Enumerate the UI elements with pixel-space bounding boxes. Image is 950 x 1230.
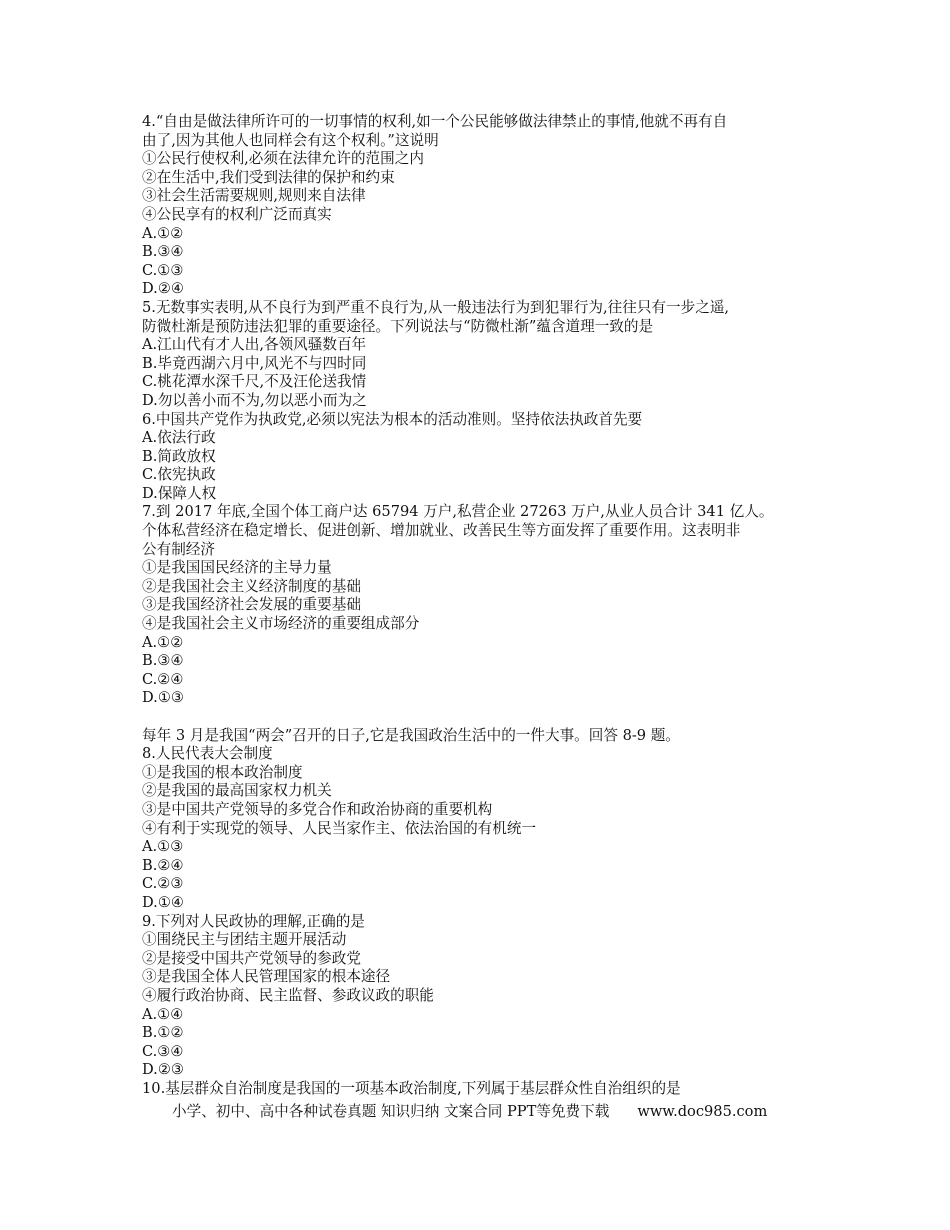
answer-option: A.江山代有才人出,各领风骚数百年	[142, 336, 367, 354]
statement-item: ①公民行使权利,必须在法律允许的范围之内	[142, 150, 424, 168]
answer-option: C.②③	[142, 875, 184, 893]
answer-option: B.简政放权	[142, 447, 216, 465]
answer-option: B.③④	[142, 652, 184, 670]
question-10	[142, 1080, 822, 1099]
answer-option: C.①③	[142, 261, 184, 279]
question-6	[142, 411, 822, 504]
question-stem: 8.人民代表大会制度	[142, 745, 273, 763]
question-stem: 6.中国共产党作为执政党,必须以宪法为根本的活动准则。坚持依法执政首先要	[142, 410, 643, 428]
answer-option: C.依宪执政	[142, 466, 216, 484]
footer-website-link[interactable]: www.doc985.com	[637, 1103, 768, 1120]
blank-line	[142, 708, 822, 727]
section-intro: 每年 3 月是我国“两会”召开的日子,它是我国政治生活中的一件大事。回答 8-9 题。	[142, 726, 680, 744]
answer-option: A.①④	[142, 1005, 184, 1023]
question-9	[142, 913, 822, 1080]
question-7	[142, 503, 822, 708]
statement-item: ①是我国国民经济的主导力量	[142, 559, 332, 577]
answer-option: A.依法行政	[142, 429, 216, 447]
statement-item: ②在生活中,我们受到法律的保护和约束	[142, 168, 395, 186]
answer-option: D.②④	[142, 280, 184, 298]
statement-item: ②是我国的最高国家权力机关	[142, 782, 332, 800]
answer-option: B.①②	[142, 1024, 184, 1042]
answer-option: A.①③	[142, 838, 184, 856]
statement-item: ④履行政治协商、民主监督、参政议政的职能	[142, 986, 434, 1004]
question-8	[142, 745, 822, 912]
statement-item: ①围绕民主与团结主题开展活动	[142, 931, 347, 949]
answer-option: D.②③	[142, 1061, 184, 1079]
question-5	[142, 299, 822, 411]
exam-content	[142, 113, 822, 1098]
question-stem: 4.“自由是做法律所许可的一切事情的权利,如一个公民能够做法律禁止的事情,他就不再有自	[142, 113, 728, 130]
statement-item: ②是接受中国共产党领导的参政党	[142, 949, 361, 967]
question-stem: 防微杜渐是预防违法犯罪的重要途径。下列说法与“防微杜渐”蕴含道理一致的是	[142, 317, 654, 335]
answer-option: C.桃花潭水深千尺,不及汪伦送我情	[142, 373, 367, 391]
answer-option: D.保障人权	[142, 484, 217, 502]
question-stem: 公有制经济	[142, 540, 215, 558]
statement-item: ③是我国全体人民管理国家的根本途径	[142, 968, 391, 986]
statement-item: ③是我国经济社会发展的重要基础	[142, 596, 361, 614]
answer-option: D.①④	[142, 893, 184, 911]
answer-option: B.③④	[142, 243, 184, 261]
answer-option: B.②④	[142, 856, 184, 874]
question-stem: 10.基层群众自治制度是我国的一项基本政治制度,下列属于基层群众性自治组织的是	[142, 1079, 681, 1097]
answer-option: D.勿以善小而不为,勿以恶小而为之	[142, 391, 367, 409]
statement-item: ③社会生活需要规则,规则来自法律	[142, 187, 366, 205]
question-stem: 由了,因为其他人也同样会有这个权利。”这说明	[142, 131, 439, 149]
footer-text: 小学、初中、高中各种试卷真题 知识归纳 文案合同 PPT等免费下载	[172, 1103, 610, 1120]
answer-option: D.①③	[142, 689, 184, 707]
question-4	[142, 113, 822, 299]
statement-item: ②是我国社会主义经济制度的基础	[142, 577, 361, 595]
answer-option: A.①②	[142, 633, 184, 651]
answer-option: C.③④	[142, 1042, 184, 1060]
statement-item: ④是我国社会主义市场经济的重要组成部分	[142, 615, 420, 633]
question-stem: 7.到 2017 年底,全国个体工商户达 65794 万户,私营企业 27263 万户,从业人员合计 341 亿人。	[142, 503, 774, 521]
statement-item: ①是我国的根本政治制度	[142, 763, 303, 781]
question-stem: 个体私营经济在稳定增长、促进创新、增加就业、改善民生等方面发挥了重要作用。这表明非	[142, 522, 741, 540]
answer-option: C.②④	[142, 670, 184, 688]
answer-option: B.毕竟西湖六月中,风光不与四时同	[142, 354, 367, 372]
page-footer	[172, 1102, 812, 1122]
question-stem: 9.下列对人民政协的理解,正确的是	[142, 912, 365, 930]
statement-item: ③是中国共产党领导的多党合作和政治协商的重要机构	[142, 800, 493, 818]
statement-item: ④公民享有的权利广泛而真实	[142, 205, 332, 223]
question-stem: 5.无数事实表明,从不良行为到严重不良行为,从一般违法行为到犯罪行为,往往只有一步之遥,	[142, 298, 730, 316]
statement-item: ④有利于实现党的领导、人民当家作主、依法治国的有机统一	[142, 819, 537, 837]
answer-option: A.①②	[142, 224, 184, 242]
